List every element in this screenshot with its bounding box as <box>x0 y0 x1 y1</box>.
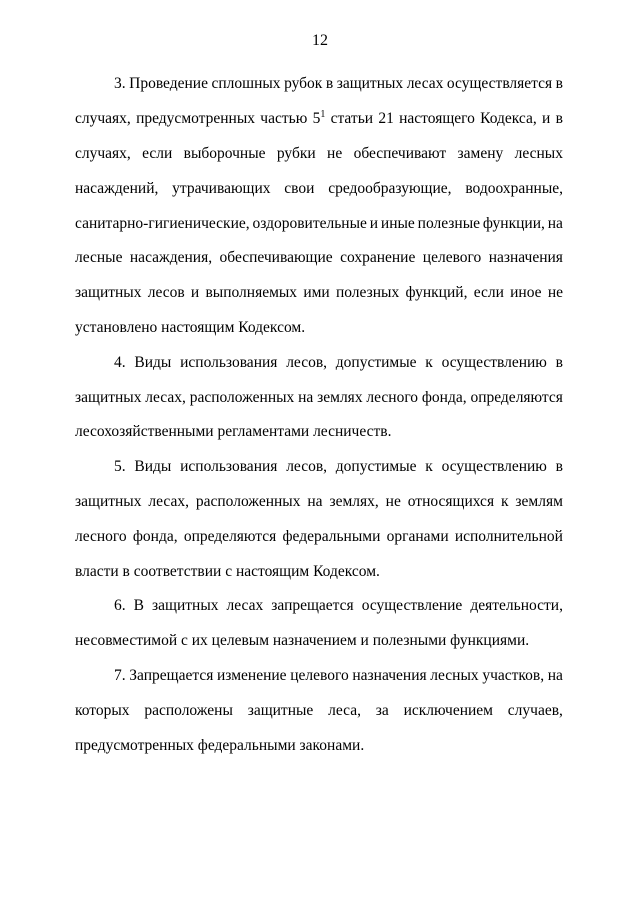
word: на <box>298 388 314 406</box>
word: в <box>325 75 334 93</box>
word: назначения <box>352 666 427 684</box>
word: на <box>547 214 563 232</box>
word: лесного <box>75 527 127 545</box>
word: землях, <box>329 492 379 510</box>
word: органами <box>386 527 449 545</box>
text-line <box>75 241 563 276</box>
word: исключением <box>403 701 493 719</box>
word: насаждения, <box>129 249 213 267</box>
word: осуществлению <box>441 458 547 476</box>
word: расположенных <box>195 492 301 510</box>
word: к <box>425 353 433 371</box>
word: и <box>190 284 200 302</box>
word: насаждений, <box>75 179 159 197</box>
superscript: 1 <box>320 109 326 121</box>
word: исполнительной <box>454 527 563 545</box>
word: если <box>473 284 504 302</box>
word: власти в соответствии с настоящим Кодексом. <box>75 562 380 580</box>
word: лесов <box>147 284 185 302</box>
text-line <box>75 624 563 659</box>
word: защитных <box>75 284 142 302</box>
word: участков, <box>482 666 545 684</box>
word: иное <box>510 284 542 302</box>
word: на <box>547 666 563 684</box>
word: не <box>385 492 401 510</box>
word: которых <box>75 701 130 719</box>
word: лесах, <box>148 492 189 510</box>
word: $5^1$ <box>312 109 326 128</box>
word: функции, <box>482 214 545 232</box>
word: утрачивающих <box>172 179 271 197</box>
word: 21 <box>378 110 394 128</box>
text-line <box>75 67 563 102</box>
text-line <box>75 276 563 311</box>
word: осуществлению <box>441 353 547 371</box>
word: полезные <box>417 214 481 232</box>
word: Виды <box>134 458 172 476</box>
word: Кодекса, <box>480 110 537 128</box>
text-line <box>75 693 563 728</box>
word: случаях, <box>75 144 131 162</box>
word: несовместимой с их целевым назначением и полезными функциями. <box>75 632 530 650</box>
word: лесные <box>75 249 123 267</box>
word: санитарно-гигиенические, <box>75 214 250 232</box>
word: 6. <box>114 597 126 615</box>
word: предусмотренных федеральными законами. <box>75 736 365 754</box>
word: в <box>555 353 563 371</box>
word: не <box>547 284 563 302</box>
paragraph <box>75 67 563 345</box>
word: настоящего <box>399 110 475 128</box>
word: к <box>425 458 433 476</box>
word: Запрещается <box>129 666 214 684</box>
word: в <box>555 75 563 93</box>
word: в <box>555 110 563 128</box>
word: в <box>555 458 563 476</box>
word: 7. <box>114 666 126 684</box>
text-line <box>75 485 563 520</box>
document-body <box>75 67 563 763</box>
word: определяются <box>183 527 277 545</box>
word: обеспечивают <box>353 144 447 162</box>
word: защитных <box>75 388 142 406</box>
word: рубок <box>284 75 323 93</box>
word: расположены <box>144 701 233 719</box>
word: целевого <box>290 666 349 684</box>
word: землях <box>317 388 363 406</box>
paragraph <box>75 659 563 763</box>
word: изменение <box>217 666 287 684</box>
word: лесов, <box>286 353 328 371</box>
text-line <box>75 554 563 589</box>
word: к <box>500 492 509 510</box>
word: и <box>542 110 551 128</box>
word: допустимые <box>335 458 417 476</box>
text-line <box>75 589 563 624</box>
word: защитных <box>336 75 404 93</box>
word: определяются <box>470 388 563 406</box>
word: Виды <box>134 353 172 371</box>
word: назначения <box>488 249 563 267</box>
word: статьи <box>330 110 374 128</box>
word: свои <box>284 179 315 197</box>
word: выборочные <box>183 144 266 162</box>
word: 5. <box>114 458 126 476</box>
text-line <box>75 728 563 763</box>
word: выполняемых <box>205 284 298 302</box>
word: осуществляется <box>446 75 553 93</box>
word: установлено настоящим Кодексом. <box>75 318 306 336</box>
text-line <box>75 102 563 137</box>
word: фонда, <box>132 527 178 545</box>
text-line <box>75 380 563 415</box>
word: случаев, <box>507 701 563 719</box>
word: водоохранные, <box>465 179 563 197</box>
word: использования <box>180 353 278 371</box>
word: рубки <box>276 144 316 162</box>
word: сплошных <box>211 75 281 93</box>
word: на <box>307 492 323 510</box>
text-line <box>75 311 563 346</box>
word: не <box>327 144 343 162</box>
word: за <box>375 701 389 719</box>
word: лесных <box>430 666 479 684</box>
word: иные <box>380 214 415 232</box>
word: расположенных <box>189 388 295 406</box>
word: лесов, <box>286 458 328 476</box>
word: землям <box>515 492 563 510</box>
text-line <box>75 519 563 554</box>
word: федеральными <box>282 527 381 545</box>
word: лесного <box>366 388 419 406</box>
word: полезных <box>335 284 400 302</box>
word: лесных <box>514 144 563 162</box>
text-line <box>75 137 563 172</box>
word: защитных <box>75 492 142 510</box>
word: осуществление <box>361 597 463 615</box>
paragraph <box>75 450 563 589</box>
word: средообразующие, <box>328 179 452 197</box>
word: защитных <box>152 597 219 615</box>
word: если <box>142 144 173 162</box>
word: ими <box>303 284 330 302</box>
word: относящихся <box>407 492 495 510</box>
text-line <box>75 415 563 450</box>
text-line <box>75 345 563 380</box>
word: и <box>369 214 379 232</box>
word: Проведение <box>129 75 208 93</box>
word: лесах <box>406 75 444 93</box>
word: оздоровительные <box>252 214 367 232</box>
word: сохранение <box>340 249 416 267</box>
paragraph <box>75 589 563 659</box>
word: частью <box>260 110 308 128</box>
paragraph <box>75 345 563 449</box>
word: целевого <box>422 249 482 267</box>
word: обеспечивающие <box>219 249 333 267</box>
word: лесохозяйственными регламентами лесничеств. <box>75 423 392 441</box>
word: предусмотренных <box>136 110 256 128</box>
text-line <box>75 450 563 485</box>
text-line <box>75 659 563 694</box>
word: замену <box>457 144 504 162</box>
text-line <box>75 171 563 206</box>
word: 4. <box>114 353 126 371</box>
word: использования <box>180 458 278 476</box>
word: леса, <box>328 701 361 719</box>
word: фонда, <box>421 388 467 406</box>
word: 3. <box>114 75 126 93</box>
word: запрещается <box>271 597 354 615</box>
word: допустимые <box>335 353 417 371</box>
word: В <box>133 597 144 615</box>
text-line <box>75 206 563 241</box>
word: лесах, <box>145 388 186 406</box>
word: лесах <box>226 597 264 615</box>
word: случаях, <box>75 110 131 128</box>
word: функций, <box>405 284 468 302</box>
word: деятельности, <box>470 597 563 615</box>
word: защитные <box>247 701 314 719</box>
page-number: 12 <box>312 32 328 49</box>
